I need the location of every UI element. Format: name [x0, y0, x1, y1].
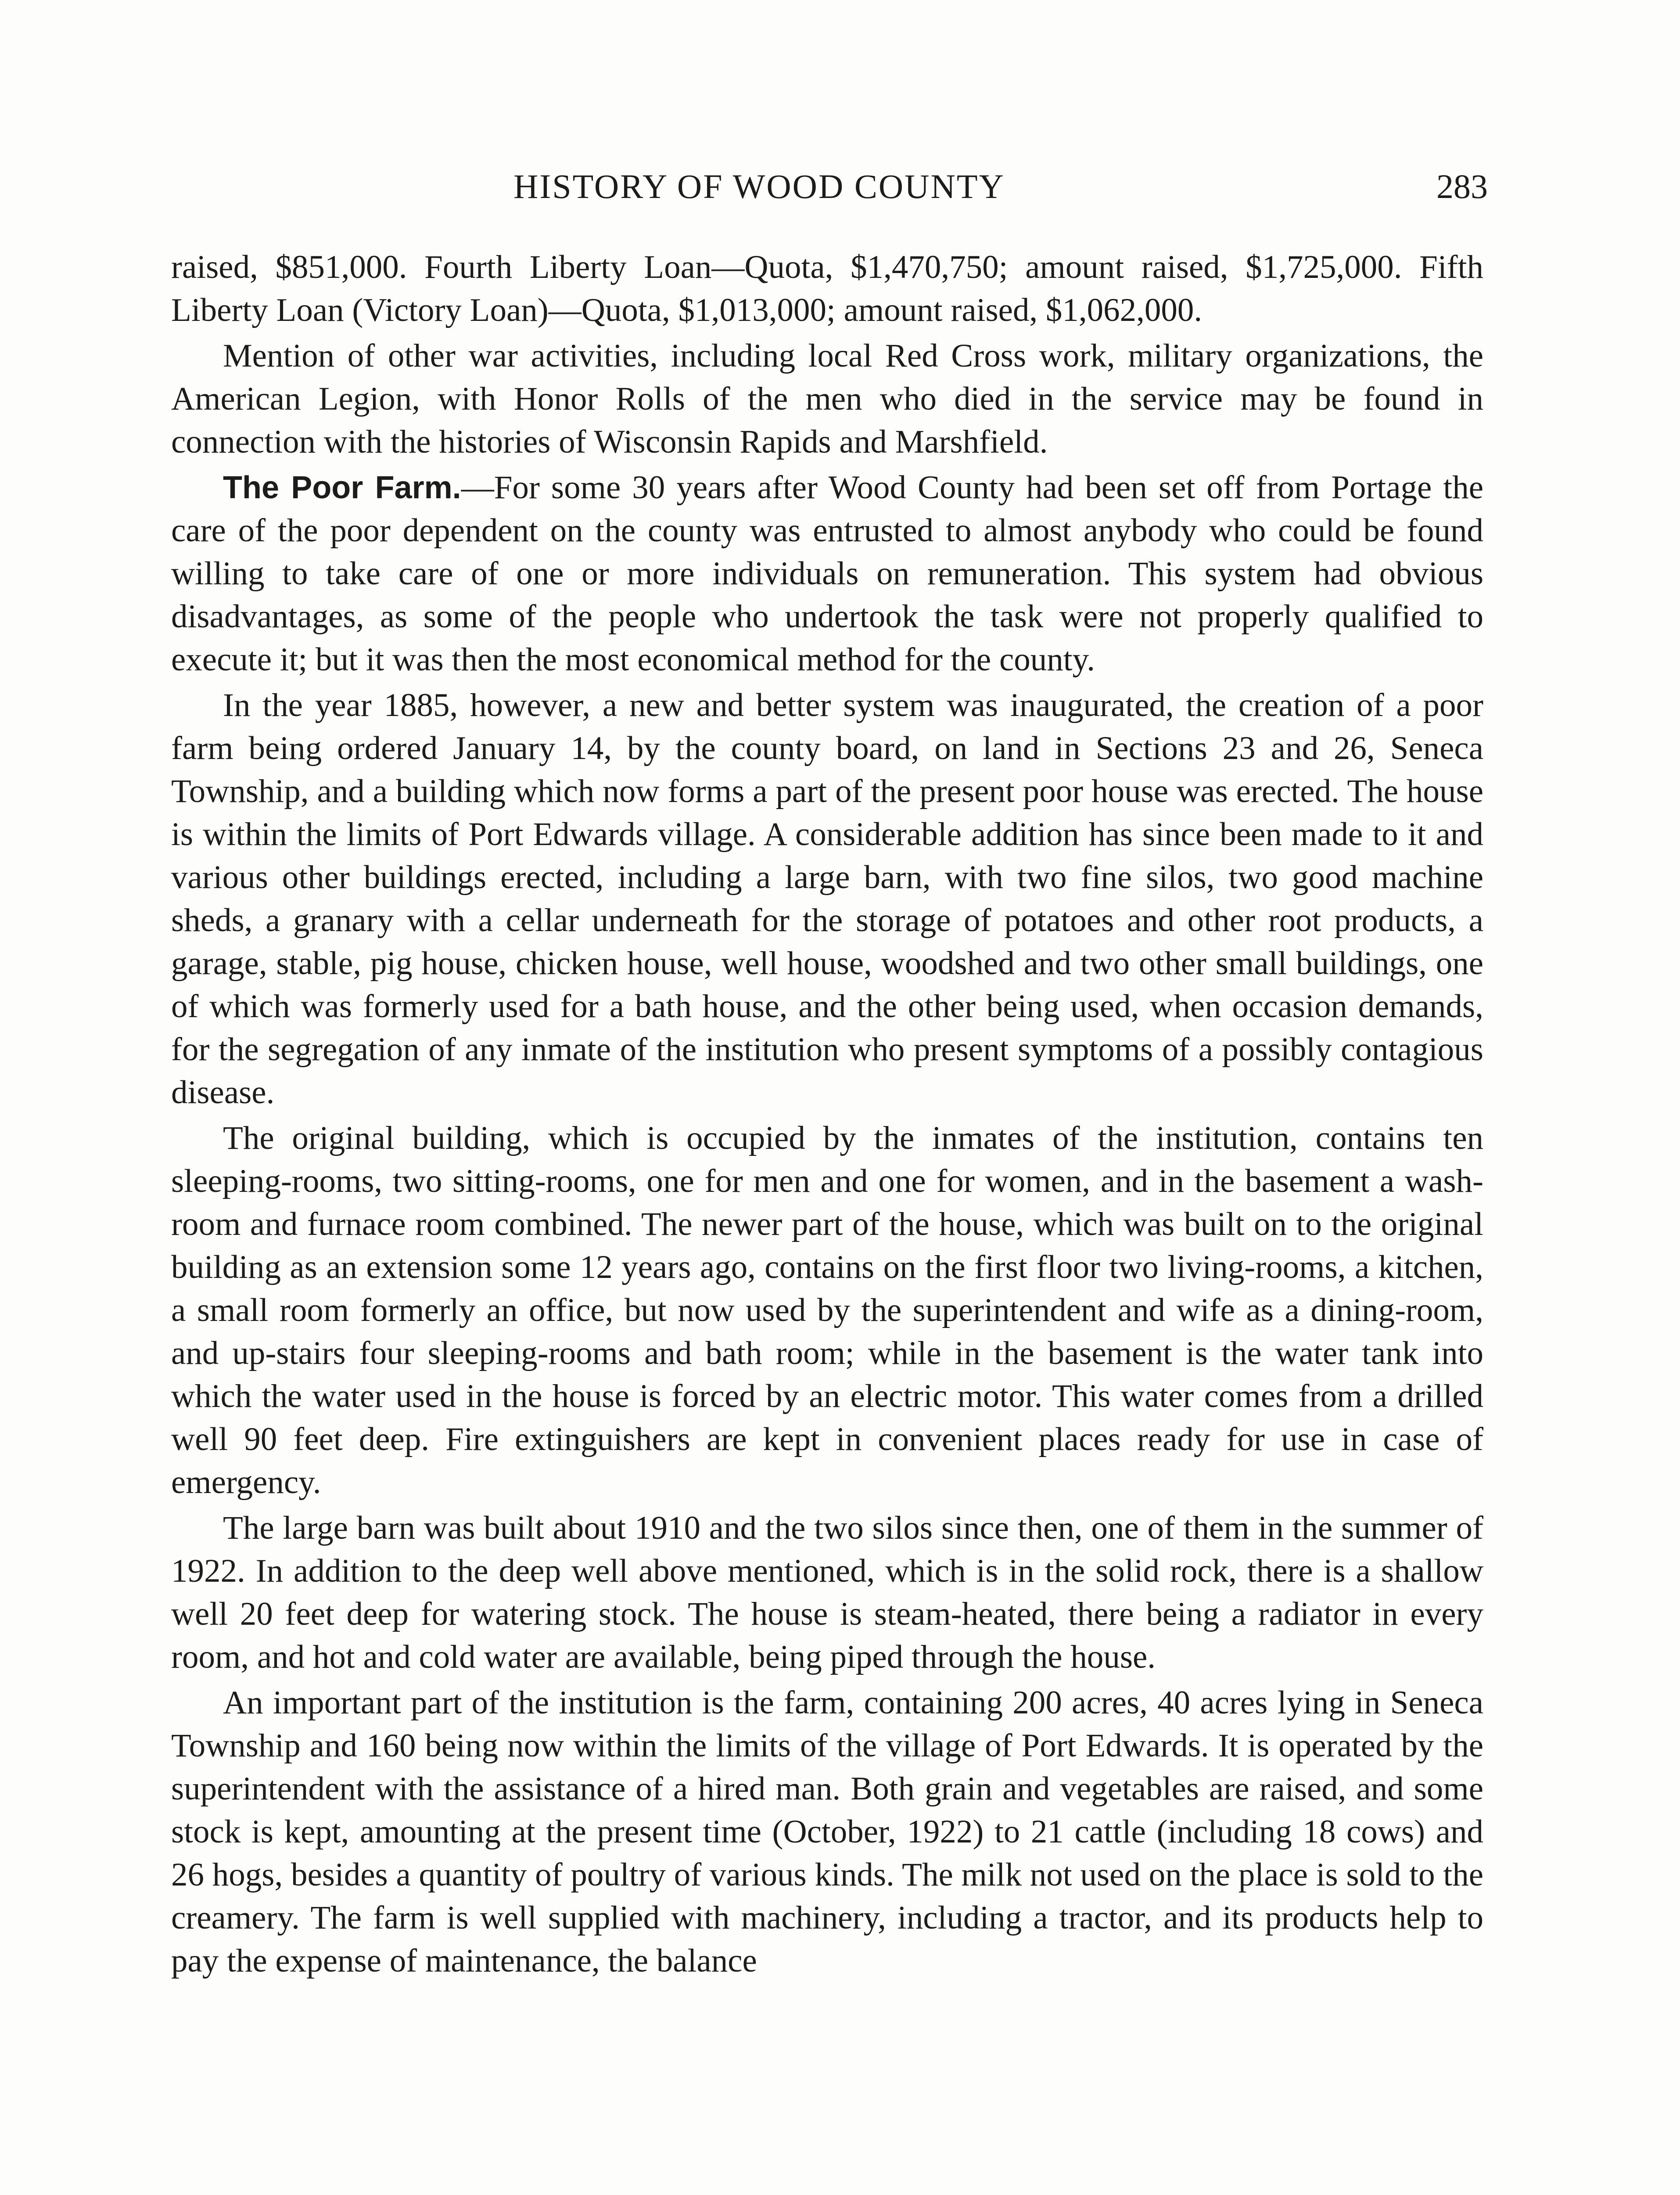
page-header: [171, 167, 1488, 211]
paragraph-farm: [171, 1681, 1483, 1983]
paragraph-original-building: [171, 1117, 1483, 1504]
paragraph-text: Mention of other war activities, including local Red Cross work, military organizations, the American Legion, with Honor Rolls of the men who died in the service may be found in connection with the histories of Wisconsin Rapids and Marshfield.: [171, 338, 1483, 460]
body-text: [171, 246, 1483, 1985]
paragraph-text: —For some 30 years after Wood County had been set off from Portage the care of the poor dependent on the county was entrusted to almost anybody who could be found willing to take care of one or more individuals on remuneration. This system had obvious disadvantages, as some of the people who undertook the task were not properly qualified to execute it; but it was then the most economical method for the county.: [171, 469, 1483, 678]
paragraph-1885: [171, 684, 1483, 1114]
paragraph-text: The original building, which is occupied by the inmates of the institution, contains ten sleeping-rooms, two sitting-rooms, one for men and one for women, and in the basement a wash-room and furnace room combined. The newer part of the house, which was built on to the original building as an extension some 12 years ago, contains on the first floor two living-rooms, a kitchen, a small room formerly an office, but now used by the superintendent and wife as a dining-room, and up-stairs four sleeping-rooms and bath room; while in the basement is the water tank into which the water used in the house is forced by an electric motor. This water comes from a drilled well 90 feet deep. Fire extinguishers are kept in convenient places ready for use in case of emergency.: [171, 1120, 1483, 1501]
paragraph-war-activities: [171, 335, 1483, 464]
paragraph-large-barn: [171, 1507, 1483, 1679]
running-title: HISTORY OF WOOD COUNTY: [513, 167, 1005, 205]
page-number: 283: [1436, 167, 1488, 205]
paragraph-text: In the year 1885, however, a new and better system was inaugurated, the creation of a poor farm being ordered January 14, by the county board, on land in Sections 23 and 26, Seneca Township, and a building which now forms a part of the present poor house was erected. The house is within the limits of Port Edwards village. A considerable addition has since been made to it and various other buildings erected, including a large barn, with two fine silos, two good machine sheds, a granary with a cellar underneath for the storage of potatoes and other root products, a garage, stable, pig house, chicken house, well house, woodshed and two other small buildings, one of which was formerly used for a bath house, and the other being used, when occasion demands, for the segregation of any inmate of the institution who present symptoms of a possibly contagious disease.: [171, 687, 1483, 1111]
section-heading: The Poor Farm.: [223, 470, 461, 505]
paragraph-poor-farm: [171, 466, 1483, 681]
paragraph-text: The large barn was built about 1910 and the two silos since then, one of them in the summer of 1922. In addition to the deep well above mentioned, which is in the solid rock, there is a shallow well 20 feet deep for watering stock. The house is steam-heated, there being a radiator in every room, and hot and cold water are available, being piped through the house.: [171, 1510, 1483, 1675]
paragraph-text: An important part of the institution is the farm, containing 200 acres, 40 acres lying in Seneca Township and 160 being now within the limits of the village of Port Edwards. It is operated by the superintendent with the assistance of a hired man. Both grain and vegetables are raised, and some stock is kept, amounting at the present time (October, 1922) to 21 cattle (including 18 cows) and 26 hogs, besides a quantity of poultry of various kinds. The milk not used on the place is sold to the creamery. The farm is well supplied with machinery, including a tractor, and its products help to pay the expense of maintenance, the balance: [171, 1684, 1483, 1979]
paragraph-text: raised, $851,000. Fourth Liberty Loan—Quota, $1,470,750; amount raised, $1,725,000. Fifth Liberty Loan (Victory Loan)—Quota, $1,013,000; amount raised, $1,062,000.: [171, 249, 1483, 328]
paragraph-continuation: [171, 246, 1483, 332]
